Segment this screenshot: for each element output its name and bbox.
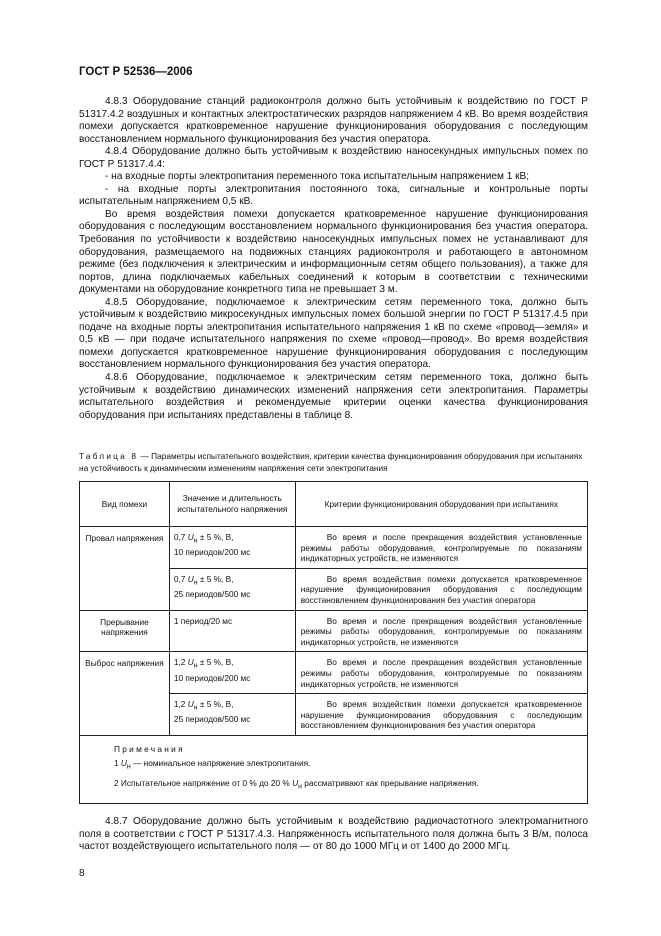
cell-criterion: Во время воздействия помехи допускается кратковременное нарушение функционирования оборудования с последующим восстановлением функционирования без участия оператора xyxy=(295,694,587,736)
cell-kind-dip: Провал напряжения xyxy=(80,527,170,611)
note-2-symbol: U xyxy=(292,777,299,788)
cell-value xyxy=(169,568,295,610)
value-suffix: ± 5 %, В, xyxy=(197,699,234,710)
table-8 xyxy=(79,481,588,804)
value-symbol: U xyxy=(187,532,194,542)
header-criteria: Критерии функционирования оборудования при испытаниях xyxy=(295,482,587,527)
table-caption-label: Таблица 8 xyxy=(79,451,139,461)
body-text-after-table xyxy=(79,816,588,854)
value-prefix: 0,7 xyxy=(173,573,188,584)
table-row xyxy=(80,610,588,652)
value-suffix: ± 5 %, В, xyxy=(197,657,234,668)
note-2-subscript: н xyxy=(298,783,302,791)
value-subscript: н xyxy=(193,537,198,545)
body-text xyxy=(79,96,588,422)
page-header-title: ГОСТ Р 52536—2006 xyxy=(79,66,193,78)
value-symbol: U xyxy=(187,699,194,710)
list-item-dc-ports: - на входные порты электропитания постоянного тока, сигнальные и контрольные порты испытательным напряжением 0,5 кВ. xyxy=(79,183,588,208)
cell-criterion: Во время и после прекращения воздействия установленные режимы работы оборудования, контролируемые по показаниям индикаторных устройств, не изменяются xyxy=(295,527,587,569)
paragraph-4-8-6: 4.8.6 Оборудование, подключаемое к электрическим сетям переменного тока, должно быть устойчивым к воздействию динамических изменений напряжения сети электропитания. Параметры испытательного воздействия и рекомендуемые критерии оценки качества функционирования оборудования при испытаниях представлены в таблице 8. xyxy=(79,372,588,421)
value-suffix: ± 5 %, В, xyxy=(197,532,234,542)
value-subscript: н xyxy=(193,704,198,712)
value-duration: 10 периодов/200 мс xyxy=(173,672,251,683)
cell-value xyxy=(169,652,295,694)
note-1-symbol: U xyxy=(120,758,127,769)
value-subscript: н xyxy=(193,663,198,670)
cell-value xyxy=(169,610,295,652)
value-duration: 10 периодов/200 мс xyxy=(173,547,251,558)
table-header-row xyxy=(80,482,588,527)
value-prefix: 1 период/20 мс xyxy=(173,615,233,626)
table-notes-row xyxy=(80,735,588,803)
note-2-prefix: 2 Испытательное напряжение от 0 % до 20 % xyxy=(114,777,293,788)
value-prefix: 1,2 xyxy=(173,657,188,668)
list-item-ac-ports: - на входные порты электропитания переменного тока испытательным напряжением 1 кВ; xyxy=(105,171,530,183)
value-prefix: 1,2 xyxy=(173,699,188,710)
note-1-prefix: 1 xyxy=(114,758,121,769)
note-2 xyxy=(114,776,579,795)
table-caption-text: — Параметры испытательного воздействия, критерии качества функционирования оборудования при испытаниях на устойчивость к динамическим изменениям напряжения сети электропитания xyxy=(79,451,583,473)
cell-value xyxy=(169,694,295,736)
value-symbol: U xyxy=(187,573,194,584)
value-duration: 25 периодов/500 мс xyxy=(173,714,251,725)
paragraph-4-8-3: 4.8.3 Оборудование станций радиоконтроля должно быть устойчивым к воздействию по ГОСТ Р 51317.4.2 воздушных и контактных электростатических разрядов напряжением 4 кВ. Во время воздействия помехи допускается кратковременное нарушение функционирования оборудования с последующим восстановлением нормального функционирования без участия оператора. xyxy=(79,96,588,145)
cell-value xyxy=(169,527,295,569)
notes-title: Примечания xyxy=(114,743,185,754)
cell-kind-surge: Выброс напряжения xyxy=(80,652,170,736)
page-number: 8 xyxy=(79,868,85,879)
cell-kind-interruption: Прерывание напряжения xyxy=(80,610,170,652)
cell-criterion: Во время и после прекращения воздействия установленные режимы работы оборудования, контролируемые по показаниям индикаторных устройств, не изменяются xyxy=(295,652,587,694)
paragraph-4-8-7: 4.8.7 Оборудование должно быть устойчивым к воздействию радиочастотного электромагнитного поля в соответствии с ГОСТ Р 51317.4.3. Напряженность испытательного поля должна быть 3 В/м, полоса частот воздействующего испытательного поля — от 80 до 1000 МГц и от 1400 до 2000 МГц. xyxy=(79,816,588,853)
header-kind: Вид помехи xyxy=(80,482,170,527)
table-caption xyxy=(79,450,588,474)
value-subscript: н xyxy=(193,579,198,587)
table-row xyxy=(80,527,588,569)
value-symbol: U xyxy=(187,657,194,668)
note-1-subscript: н xyxy=(126,764,131,772)
table-row xyxy=(80,652,588,694)
note-1-text: — номинальное напряжение электропитания. xyxy=(130,758,311,769)
header-value: Значение и длительность испытательного напряжения xyxy=(169,482,295,527)
cell-criterion: Во время и после прекращения воздействия установленные режимы работы оборудования, контролируемые по показаниям индикаторных устройств, не изменяются xyxy=(295,610,587,652)
value-suffix: ± 5 %, В, xyxy=(197,573,234,584)
paragraph-4-8-5: 4.8.5 Оборудование, подключаемое к электрическим сетям переменного тока, должно быть устойчивым к воздействию микросекундных импульсных помех большой энергии по ГОСТ Р 51317.4.5 при подаче на входные порты электропитания испытательного напряжения 1 кВ по схеме «провод—земля» и 0,5 кВ — при подаче испытательного напряжения по схеме «провод—провод». Во время воздействия помехи допускается кратковременное нарушение функционирования оборудования с последующим восстановлением нормального функционирования без участия оператора. xyxy=(79,296,588,371)
paragraph-4-8-4: 4.8.4 Оборудование должно быть устойчивым к воздействию наносекундных импульсных помех по ГОСТ Р 51317.4.4: xyxy=(79,146,588,170)
value-duration: 25 периодов/500 мс xyxy=(173,589,251,600)
table-notes xyxy=(80,735,588,803)
paragraph-interference-note: Во время воздействия помехи допускается кратковременное нарушение функционирования оборудования с последующим восстановлением нормального функционирования без участия оператора. Требования по устойчивости к воздействию наносекундных импульсных помех не устанавливают для оборудования, размещаемого на подвижных станциях радиоконтроля и работающего в автономном режиме (без подключения к электрическим и информационным сетям общего пользования), а также для портов, длина подключаемых кабельных соединений к которым в соответствии с техническими документами на оборудование конкретного типа не превышает 3 м. xyxy=(79,208,588,296)
note-1 xyxy=(114,756,579,775)
note-2-text: рассматривают как прерывание напряжения. xyxy=(301,777,479,788)
value-prefix: 0,7 xyxy=(173,532,188,542)
cell-criterion: Во время воздействия помехи допускается кратковременное нарушение функционирования оборудования с последующим восстановлением функционирования без участия оператора xyxy=(295,568,587,610)
